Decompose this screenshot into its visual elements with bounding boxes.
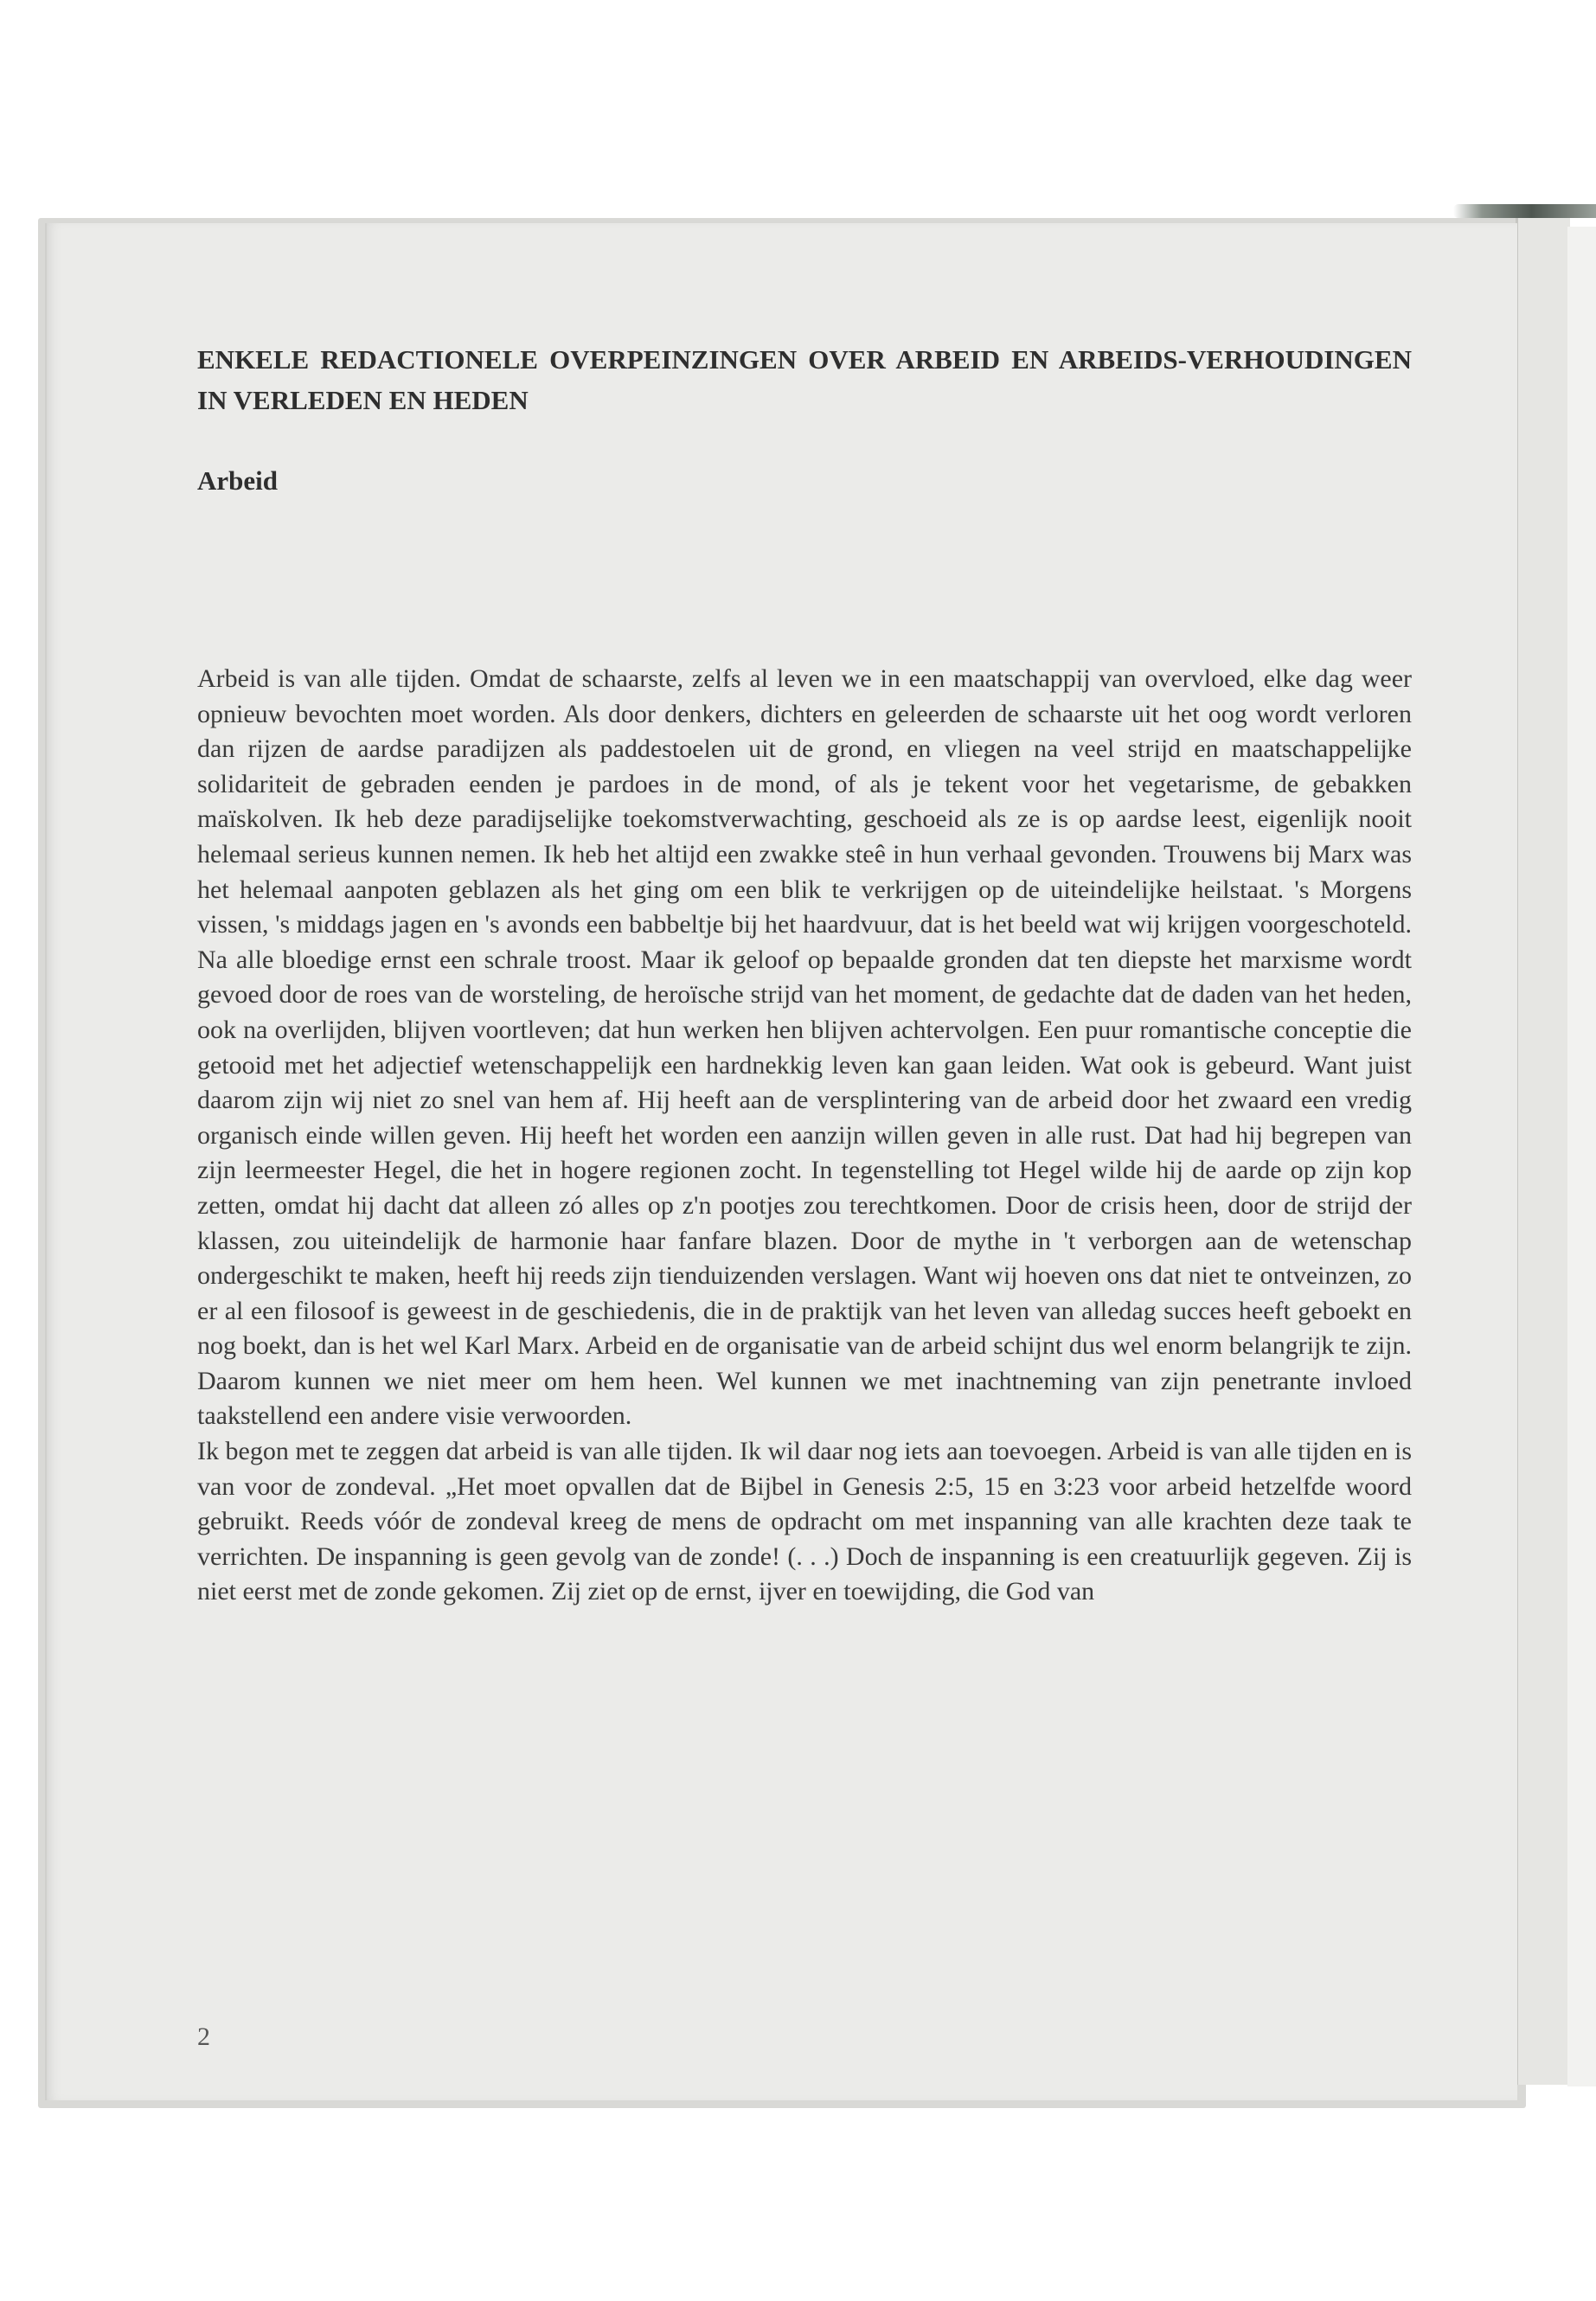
book-binding-mark	[1453, 204, 1596, 218]
next-page-edge	[1516, 208, 1570, 2085]
page-number: 2	[197, 2022, 210, 2051]
paragraph: Arbeid is van alle tijden. Omdat de schaarste, zelfs al leven we in een maatschappij van overvloed, elke dag weer opnieuw bevochten moet worden. Als door denkers, dichters en geleerden de schaarste uit het oog wordt verloren dan rijzen de aardse paradijzen als paddestoelen uit de grond, en vliegen na veel strijd en maatschappelijke solidariteit de gebraden eenden je pardoes in de mond, of als je tekent voor het vegetarisme, de gebakken maïskolven. Ik heb deze paradijselijke toekomstverwachting, geschoeid als ze is op aardse leest, eigenlijk nooit helemaal serieus kunnen nemen. Ik heb het altijd een zwakke steê in hun verhaal gevonden. Trouwens bij Marx was het helemaal aanpoten geblazen als het ging om een blik te verkrijgen op de uiteindelijke heilstaat. 's Morgens vissen, 's middags jagen en 's avonds een babbeltje bij het haardvuur, dat is het beeld wat wij krijgen voorgeschoteld. Na alle bloedige ernst een schrale troost. Maar ik geloof op bepaalde gronden dat ten diepste het marxisme wordt gevoed door de roes van de worsteling, de heroïsche strijd van het moment, de gedachte dat de daden van het heden, ook na overlijden, blijven voortleven; dat hun werken hen blijven achtervolgen. Een puur romantische conceptie die getooid met het adjectief wetenschappelijk een hardnekkig leven kan gaan leiden. Wat ook is gebeurd. Want juist daarom zijn wij niet zo snel van hem af. Hij heeft aan de versplintering van de arbeid door het zwaard een vredig organisch einde willen geven. Hij heeft het worden een aanzijn willen geven in alle rust. Dat had hij begrepen van zijn leermeester Hegel, die het in hogere regionen zocht. In tegenstelling tot Hegel wilde hij de aarde op zijn kop zetten, omdat hij dacht dat alleen zó alles op z'n pootjes zou terechtkomen. Door de crisis heen, door de strijd der klassen, zou uiteindelijk de harmonie haar fanfare blazen. Door de mythe in 't verborgen aan de wetenschap ondergeschikt te maken, heeft hij reeds zijn tienduizenden verslagen. Want wij hoeven ons dat niet te ontveinzen, zo er al een filosoof is geweest in de geschiedenis, die in de praktijk van het leven van alledag succes heeft geboekt en nog boekt, dan is het wel Karl Marx. Arbeid en de organisatie van de arbeid schijnt dus wel enorm belangrijk te zijn. Daarom kunnen we niet meer om hem heen. Wel kunnen we met inachtneming van zijn penetrante invloed taakstellend een andere visie verwoorden.	[197, 664, 1412, 1431]
article-heading: ENKELE REDACTIONELE OVERPEINZINGEN OVER ARBEID EN ARBEIDS-VERHOUDINGEN IN VERLEDEN EN HEDEN	[197, 344, 1412, 415]
article-body	[197, 662, 1412, 1610]
paragraph: Ik begon met te zeggen dat arbeid is van alle tijden. Ik wil daar nog iets aan toevoegen. Arbeid is van alle tijden en is van voor de zondeval. „Het moet opvallen dat de Bijbel in Genesis 2:5, 15 en 3:23 voor arbeid hetzelfde woord gebruikt. Reeds vóór de zondeval kreeg de mens de opdracht om met inspanning van alle krachten deze taak te verrichten. De inspanning is geen gevolg van de zonde! (. . .) Doch de inspanning is een creatuurlijk gegeven. Zij is niet eerst met de zonde gekomen. Zij ziet op de ernst, ijver en toewijding, die God van	[197, 1437, 1412, 1606]
book-edge	[1567, 227, 1596, 2086]
section-title: Arbeid	[197, 465, 278, 496]
